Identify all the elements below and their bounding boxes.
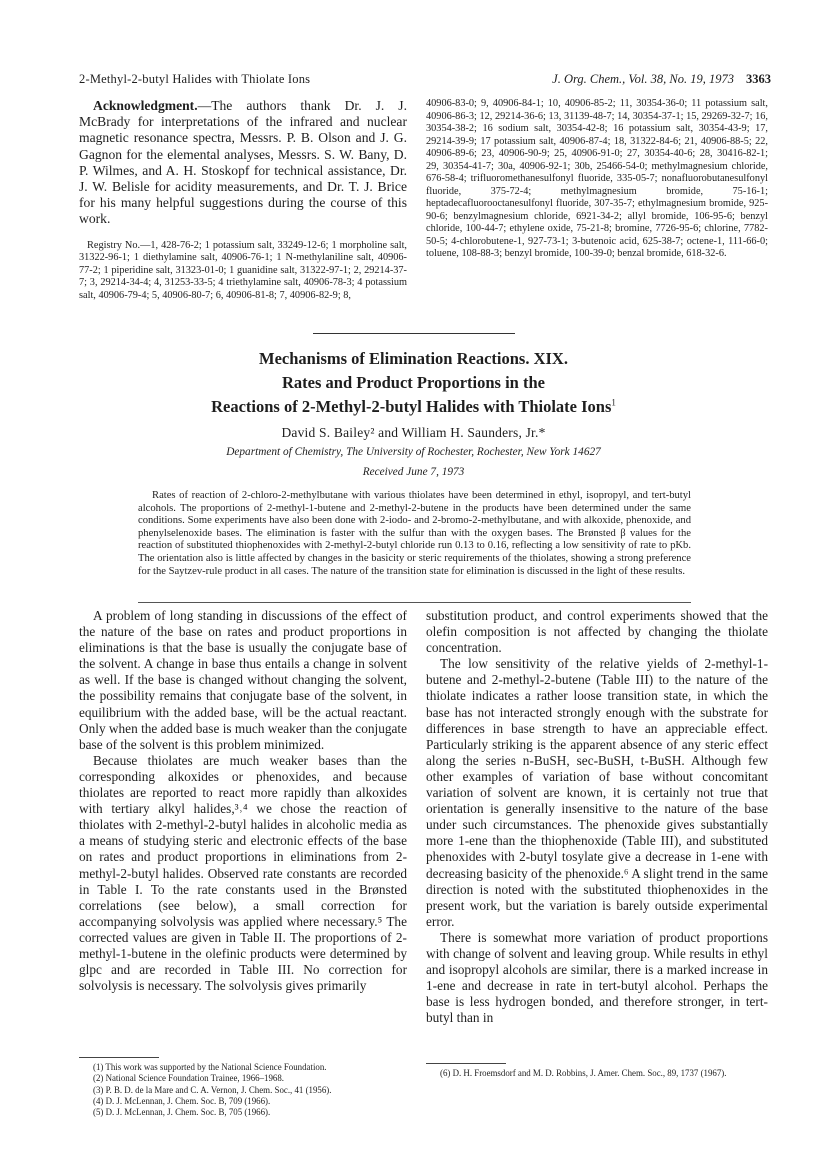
journal-citation-header xyxy=(552,72,771,87)
left-column-top xyxy=(79,98,407,302)
running-header: 2-Methyl-2-butyl Halides with Thiolate Ions xyxy=(79,72,311,86)
abstract: Rates of reaction of 2-chloro-2-methylbutane with various thiolates have been determined in ethyl, isopropyl, and tert-butyl alcohols. The proportions of 2-methyl-1-butene and 2-methyl-2-butene in the products have been determined under the same conditions. Some experiments have also been done with 2-iodo- and 2-bromo-2-methylbutane, and with alkoxide, phenoxide, and phenylselenoxide bases. The elimination is faster with the sulfur than with the oxygen bases. The Brønsted β values for the reaction of substituted thiophenoxides with 2-methyl-2-butyl chloride run 0.13 to 0.16, reflecting a low sensitivity of rate to pKb. The orientation also is little affected by changes in the basicity or steric requirements of the thiolates, showing a strong preference for the Saytzev-rule product in all cases. The nature of the transition state for elimination is discussed in the light of these results. xyxy=(138,490,691,577)
body-paragraph: A problem of long standing in discussions of the effect of the nature of the base on rates and product proportions in eliminations is that the base is usually the conjugate base of the solvent. A change in base thus entails a change in solvent as well. If the base is changed without changing the solvent, the possibility remains that conjugate base of the solvent, in equilibrium with the added base, will be the actual reactant. Only when the added base is much weaker than the conjugate base of the solvent is this problem minimized. xyxy=(79,608,407,752)
title-footnote-marker: 1 xyxy=(611,397,616,408)
article-title-text: Reactions of 2-Methyl-2-butyl Halides with Thiolate Ions xyxy=(211,397,612,416)
affiliation: Department of Chemistry, The University of Rochester, Rochester, New York 14627 xyxy=(226,446,601,458)
footnote-divider xyxy=(79,1057,159,1058)
section-divider xyxy=(313,333,515,334)
registry-numbers-right: 40906-83-0; 9, 40906-84-1; 10, 40906-85-2; 11, 30354-36-0; 11 potassium salt, 40906-86-3; 12, 29214-36-6; 13, 31139-48-7; 14, 30354-37-1; 15, 29269-32-7; 16, 30354-38-2; 16 sodium salt, 30354-42-8; 16 potassium salt, 30354-43-9; 17, 29214-39-9; 17 potassium salt, 40906-87-4; 18, 31322-84-6; 21, 40906-88-5; 22, 40906-89-6; 23, 40906-90-9; 25, 40906-91-0; 27, 30354-40-6; 28, 30416-82-1; 29, 30354-41-7; 30a, 40906-92-1; 30b, 25466-54-0; methylmagnesium chloride, 676-58-4; trifluoromethanesulfonyl fluoride, 335-05-7; nonafluorobutanesulfonyl fluoride, 375-72-4; methylmagnesium bromide, 75-16-1; heptadecafluorooctanesulfonyl fluoride, 307-35-7; ethylmagnesium bromide, 925-90-6; benzylmagnesium chloride, 6921-34-2; allyl bromide, 106-95-6; benzyl chloride, 100-44-7; ethylene oxide, 75-21-8; bromine, 7726-95-6; chlorine, 7782-50-5; 4-chlorobutene-1, 927-73-1; 3-butenoic acid, 625-38-7; octene-1, 111-66-0; toluene, 108-88-3; benzyl bromide, 100-39-0; benzal bromide, 618-32-6. xyxy=(426,98,768,259)
footnote: (1) This work was supported by the National Science Foundation. xyxy=(93,1062,327,1072)
body-paragraph: There is somewhat more variation of product proportions with change of solvent and leaving group. While results in ethyl and isopropyl alcohols are similar, there is a marked increase in 1-ene and decrease in rate in tert-butyl alcohol. Perhaps the base is less hydrogen bonded, and therefore stronger, in tert-butyl than in xyxy=(426,929,768,1026)
right-column-top xyxy=(426,98,768,261)
journal-citation: J. Org. Chem., Vol. 38, No. 19, 1973 xyxy=(552,72,734,86)
body-paragraph: The low sensitivity of the relative yields of 2-methyl-1-butene and 2-methyl-2-butene (Table III) to the nature of the thiolate indicates a rather loose transition state, in which the base has not interacted strongly enough with the substrate for differences in base strength to have an appreciable effect. Particularly striking is the apparent absence of any steric effect along the series n-BuSH, sec-BuSH, t-BuSH. Although few other examples of variation of base without concomitant variation of solvent are known, it is certainly not true that orientation is generally insensitive to the nature of the base under such circumstances. The phenoxide gives substantially more 1-ene than the thiophenoxide (Table III), and substituted phenoxides with 2-butyl tosylate give a decrease in 1-ene with decreasing basicity of the phenoxide.⁶ A slight trend in the same direction is noted with the substituted thiophenoxides in the present work, but the variation is barely outside experimental error. xyxy=(426,656,768,929)
article-title-line-2: Rates and Product Proportions in the xyxy=(282,373,545,392)
page-number: 3363 xyxy=(746,72,771,86)
footnote: (5) D. J. McLennan, J. Chem. Soc. B, 705 (1966). xyxy=(93,1107,271,1118)
acknowledgment-text: —The authors thank Dr. J. J. McBrady for interpretations of the infrared and nuclear magnetic resonance spectra, Messrs. P. B. Olson and J. G. Gagnon for the elemental analyses, Messrs. S. W. Bany, D. P. Wilmes, and A. H. Stoskopf for technical assistance, Dr. J. W. Belisle for acidity measurements, and Dr. T. J. Brice for his many helpful suggestions during the course of this work. xyxy=(79,98,407,227)
body-paragraph: substitution product, and control experiments showed that the olefin composition is not affected by changing the thiolate concentration. xyxy=(426,608,768,656)
body-paragraph: Because thiolates are much weaker bases than the corresponding alkoxides or phenoxides, and because thiolates are reported to react more rapidly than alkoxides with tertiary alkyl halides,³˒⁴ we chose the reaction of thiolates with 2-methyl-2-butyl halides in alcoholic media as a means of studying steric and electronic effects of the base on rates and product proportions in eliminations from 2-methyl-2-butyl halides. Observed rate constants are recorded in Table I. To the rate constants used in the Brønsted correlations (see below), a small correction for accompanying solvolysis was applied where necessary.⁵ The corrected values are given in Table II. The proportions of 2-methyl-1-butene in the olefinic products were determined by glpc and are recorded in Table III. No correction for solvolysis is necessary. The solvolysis gives primarily xyxy=(79,752,407,994)
acknowledgment-heading: Acknowledgment. xyxy=(93,98,198,113)
footnote: (2) National Science Foundation Trainee, 1966–1968. xyxy=(93,1073,285,1084)
footnote-right: (6) D. H. Froemsdorf and M. D. Robbins, J. Amer. Chem. Soc., 89, 1737 (1967). xyxy=(440,1068,727,1078)
received-date: Received June 7, 1973 xyxy=(362,466,465,478)
footnote: (3) P. B. D. de la Mare and C. A. Vernon, J. Chem. Soc., 41 (1956). xyxy=(93,1084,332,1095)
article-title-line-1: Mechanisms of Elimination Reactions. XIX. xyxy=(259,349,568,368)
body-right-column xyxy=(426,608,768,1026)
author-list: David S. Bailey² and William H. Saunders, Jr.* xyxy=(281,425,546,440)
registry-numbers-left: Registry No.—1, 428-76-2; 1 potassium salt, 33249-12-6; 1 morpholine salt, 31322-96-1; 1 diethylamine salt, 40906-76-1; 1 N-methylaniline salt, 40906-77-2; 1 piperidine salt, 31323-01-0; 1 guanidine salt, 31322-97-1; 2, 29214-37-7; 3, 29214-34-4; 4, 31253-33-5; 4 triethylamine salt, 40906-78-3; 4 potassium salt, 40906-79-4; 5, 40906-80-7; 6, 40906-81-8; 7, 40906-82-9; 8, xyxy=(79,239,407,301)
footnote: (4) D. J. McLennan, J. Chem. Soc. B, 709 (1966). xyxy=(93,1095,271,1106)
footnote-divider-right xyxy=(426,1063,506,1064)
body-left-column xyxy=(79,608,407,994)
acknowledgment-paragraph xyxy=(79,98,407,228)
abstract-divider xyxy=(138,602,691,603)
footnotes-left xyxy=(79,1062,407,1118)
article-title-line-3 xyxy=(60,397,767,417)
